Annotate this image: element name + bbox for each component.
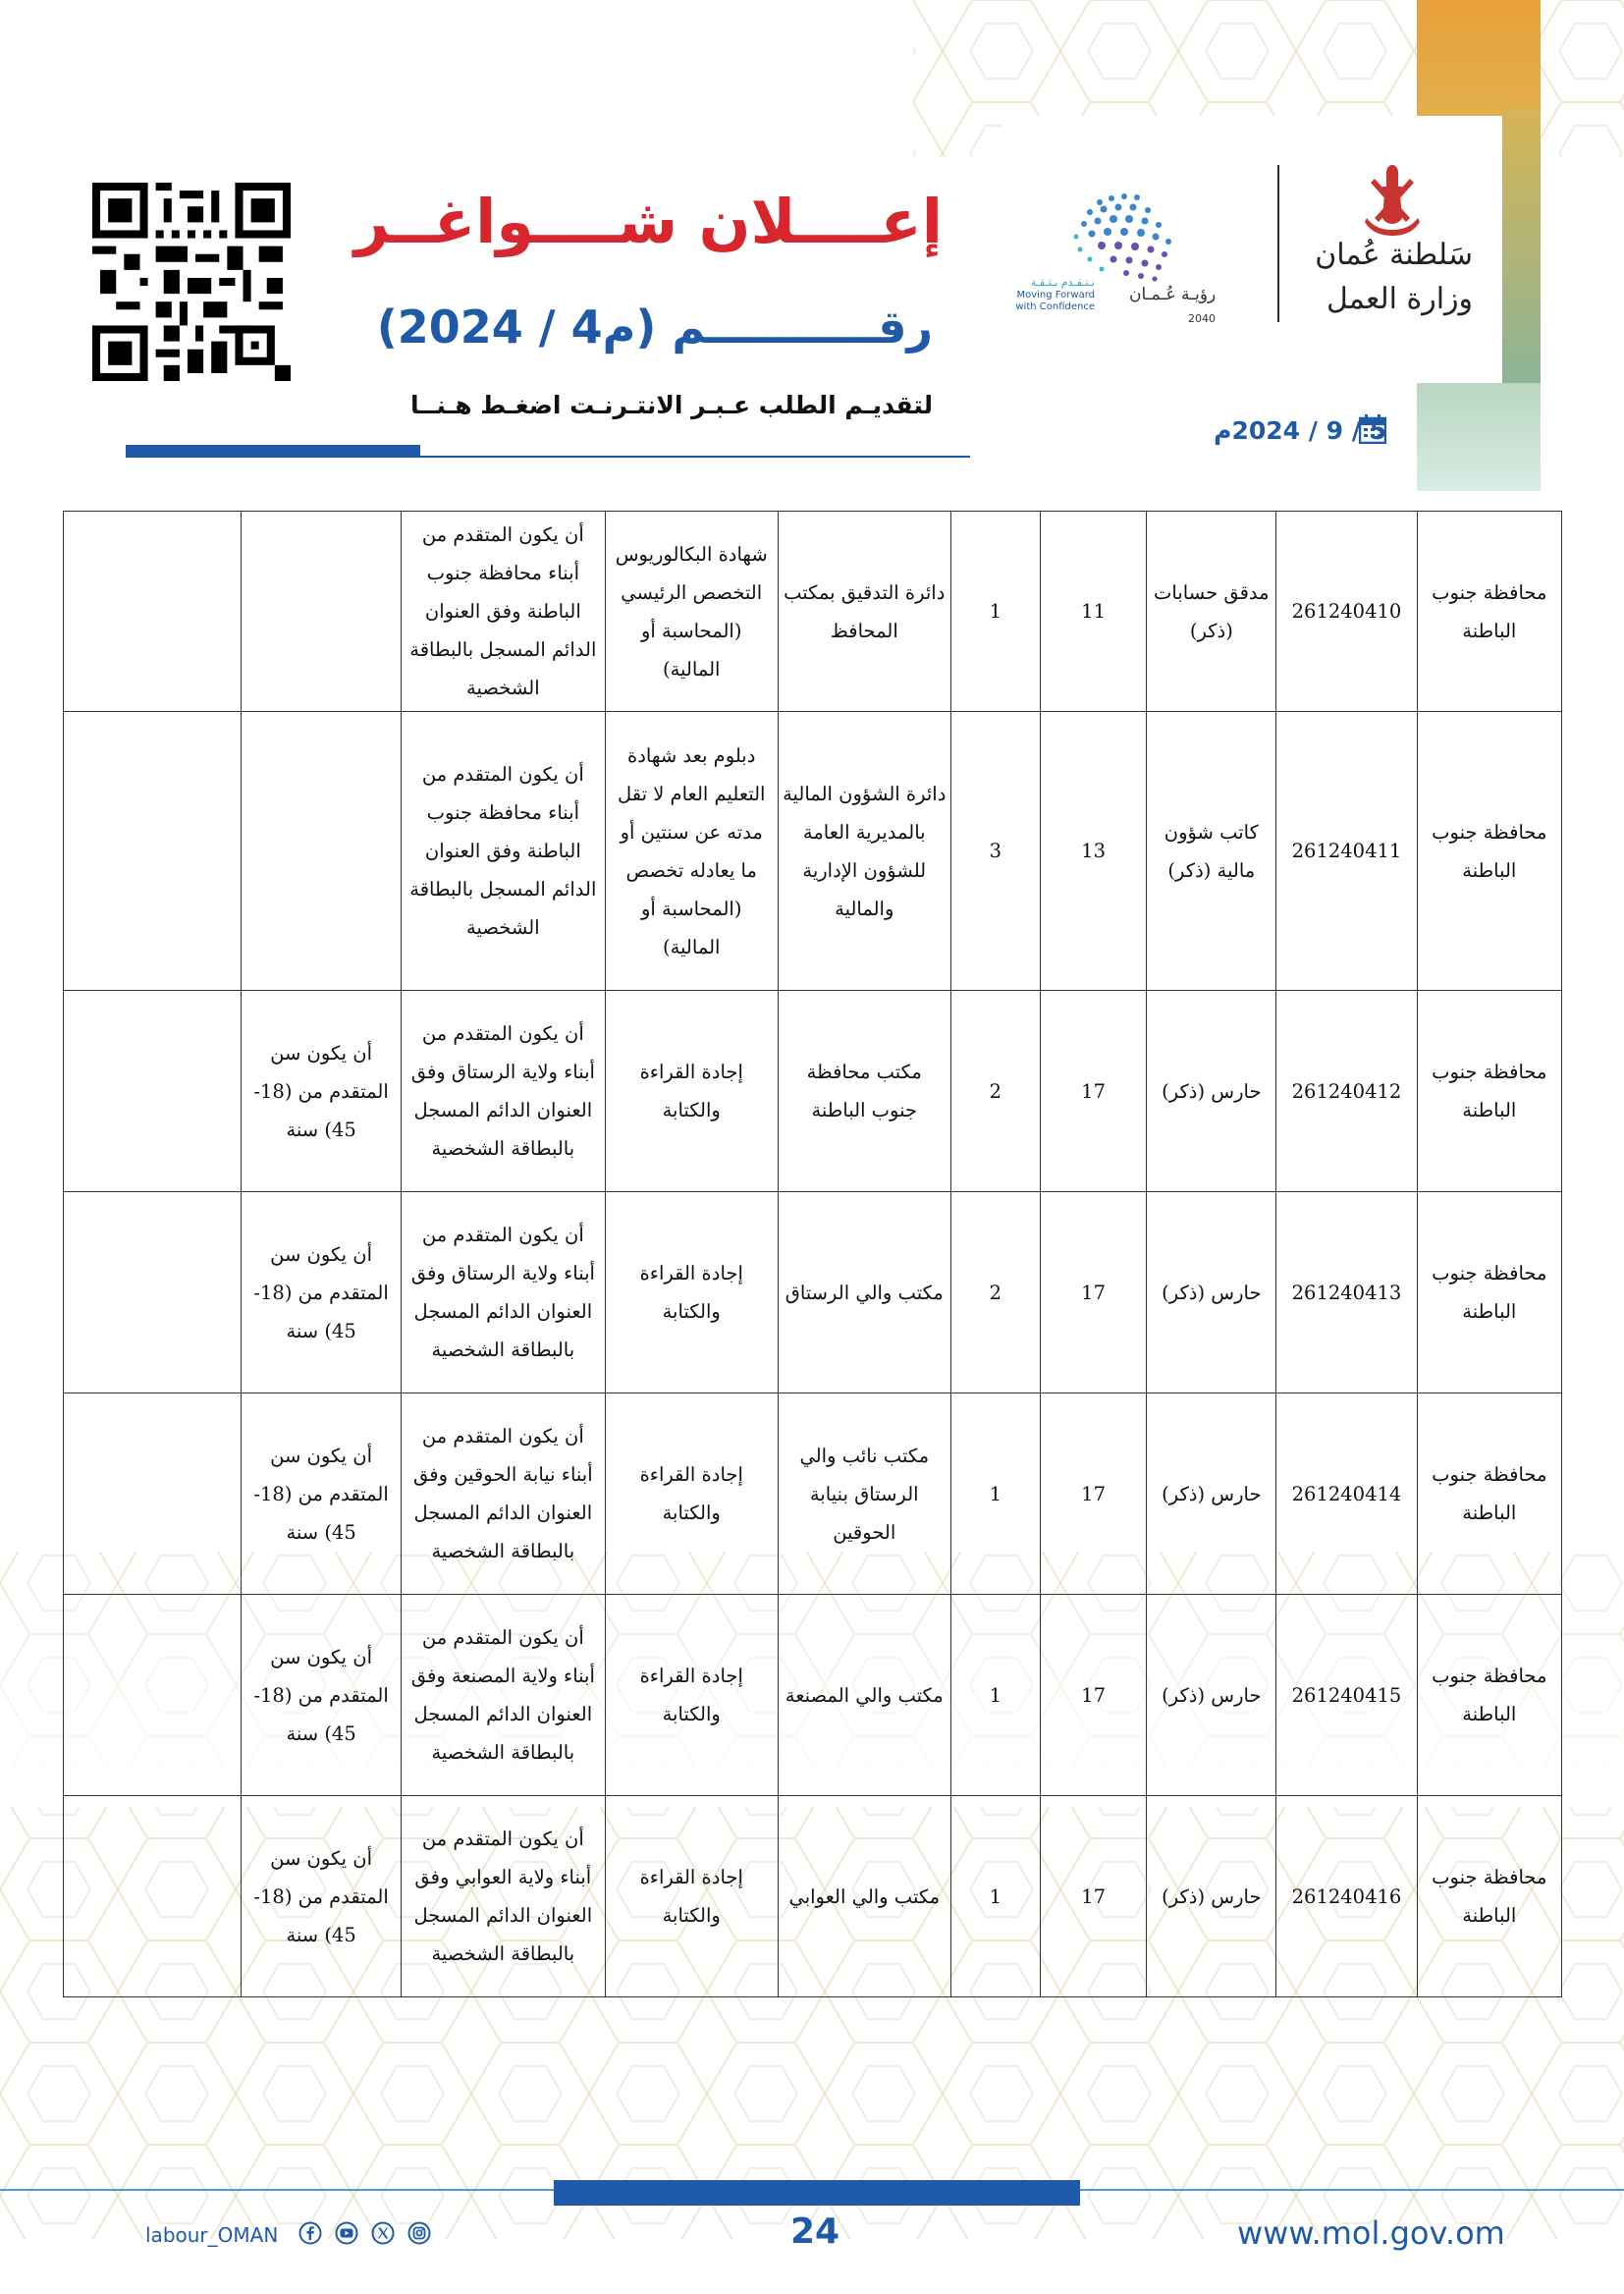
page-number: 24 — [789, 2212, 840, 2252]
age-cell: أن يكون سن المتقدم من (18-45) سنة — [242, 1595, 402, 1796]
condition-cell: أن يكون المتقدم من أبناء ولاية العوابي وفق العنوان الدائم المسجل بالبطاقة الشخصية — [401, 1796, 605, 1997]
vacancies-table — [63, 511, 1562, 1997]
job-title-cell: حارس (ذكر) — [1147, 991, 1276, 1192]
x-twitter-icon[interactable] — [371, 2221, 395, 2245]
other-cell — [64, 1393, 242, 1595]
count-cell: 2 — [950, 991, 1040, 1192]
grade-cell: 17 — [1040, 1796, 1146, 1997]
governorate-cell: محافظة جنوب الباطنة — [1417, 1796, 1561, 1997]
table-row — [64, 991, 1562, 1192]
qualification-cell: إجادة القراءة والكتابة — [605, 1393, 778, 1595]
sultanate-name: سَلطنة عُمان — [1315, 238, 1473, 272]
apply-online-link[interactable]: لتقديـم الطلب عـبـر الانتـرنـت اضغـط هـنــا — [410, 391, 933, 419]
count-cell: 1 — [950, 1393, 1040, 1595]
title-underline-thin — [420, 456, 970, 458]
qualification-cell: دبلوم بعد شهادة التعليم العام لا تقل مدته عن سنتين أو ما يعادله تخصص (المحاسبة أو المالية) — [605, 712, 778, 991]
oman-vision-2040-logo — [982, 183, 1257, 340]
other-cell — [64, 1595, 242, 1796]
grade-cell: 17 — [1040, 1595, 1146, 1796]
entity-cell: مكتب والي العوابي — [778, 1796, 950, 1997]
age-cell — [242, 512, 402, 712]
moving-forward-line1: Moving Forward — [1016, 290, 1095, 300]
job-code-cell: 261240415 — [1276, 1595, 1417, 1796]
age-cell: أن يكون سن المتقدم من (18-45) سنة — [242, 991, 402, 1192]
website-link[interactable]: www.mol.gov.om — [1237, 2214, 1505, 2252]
age-cell: أن يكون سن المتقدم من (18-45) سنة — [242, 1796, 402, 1997]
other-cell — [64, 991, 242, 1192]
social-handle[interactable]: labour_OMAN — [145, 2223, 279, 2247]
job-code-cell: 261240410 — [1276, 512, 1417, 712]
condition-cell: أن يكون المتقدم من أبناء محافظة جنوب الباطنة وفق العنوان الدائم المسجل بالبطاقة الشخصية — [401, 512, 605, 712]
entity-cell: دائرة الشؤون المالية بالمديرية العامة للشؤون الإدارية والمالية — [778, 712, 950, 991]
page-title: إعــــلان شــــواغــر — [353, 186, 943, 257]
moving-forward-arabic: نـتـقـدم بـثـقـة — [1030, 276, 1095, 289]
title-underline-thick — [126, 445, 420, 458]
youtube-icon[interactable] — [335, 2221, 358, 2245]
entity-cell: مكتب محافظة جنوب الباطنة — [778, 991, 950, 1192]
governorate-cell: محافظة جنوب الباطنة — [1417, 1192, 1561, 1393]
qualification-cell: إجادة القراءة والكتابة — [605, 991, 778, 1192]
job-title-cell: حارس (ذكر) — [1147, 1393, 1276, 1595]
job-code-cell: 261240411 — [1276, 712, 1417, 991]
vision-text: رؤيـة عُـمـان — [1129, 285, 1217, 304]
moving-forward-line2: with Confidence — [1015, 301, 1095, 312]
condition-cell: أن يكون المتقدم من أبناء ولاية الرستاق وفق العنوان الدائم المسجل بالبطاقة الشخصية — [401, 991, 605, 1192]
age-cell: أن يكون سن المتقدم من (18-45) سنة — [242, 1192, 402, 1393]
job-title-cell: حارس (ذكر) — [1147, 1595, 1276, 1796]
job-code-cell: 261240414 — [1276, 1393, 1417, 1595]
other-cell — [64, 1192, 242, 1393]
table-row — [64, 712, 1562, 991]
entity-cell: مكتب والي المصنعة — [778, 1595, 950, 1796]
grade-cell: 11 — [1040, 512, 1146, 712]
count-cell: 2 — [950, 1192, 1040, 1393]
grade-cell: 17 — [1040, 1192, 1146, 1393]
condition-cell: أن يكون المتقدم من أبناء ولاية المصنعة وفق العنوان الدائم المسجل بالبطاقة الشخصية — [401, 1595, 605, 1796]
count-cell: 3 — [950, 712, 1040, 991]
job-title-cell: كاتب شؤون مالية (ذكر) — [1147, 712, 1276, 991]
job-title-cell: حارس (ذكر) — [1147, 1796, 1276, 1997]
facebook-icon[interactable] — [298, 2221, 322, 2245]
governorate-cell: محافظة جنوب الباطنة — [1417, 1595, 1561, 1796]
grade-cell: 17 — [1040, 1393, 1146, 1595]
count-cell: 1 — [950, 1796, 1040, 1997]
job-code-cell: 261240416 — [1276, 1796, 1417, 1997]
table-row — [64, 1393, 1562, 1595]
condition-cell: أن يكون المتقدم من أبناء ولاية الرستاق وفق العنوان الدائم المسجل بالبطاقة الشخصية — [401, 1192, 605, 1393]
ministry-name: وزارة العمل — [1326, 282, 1473, 316]
entity-cell: مكتب نائب والي الرستاق بنيابة الحوقين — [778, 1393, 950, 1595]
announcement-number: رقـــــــــــم (م4 / 2024) — [376, 300, 933, 354]
qr-code[interactable] — [92, 183, 291, 381]
age-cell: أن يكون سن المتقدم من (18-45) سنة — [242, 1393, 402, 1595]
qualification-cell: إجادة القراءة والكتابة — [605, 1192, 778, 1393]
vision-year: 2040 — [1188, 312, 1216, 325]
moving-forward-english — [987, 290, 1095, 313]
condition-cell: أن يكون المتقدم من أبناء محافظة جنوب الباطنة وفق العنوان الدائم المسجل بالبطاقة الشخصية — [401, 712, 605, 991]
instagram-icon[interactable] — [407, 2221, 431, 2245]
footer-bar — [554, 2180, 1080, 2206]
job-title-cell: حارس (ذكر) — [1147, 1192, 1276, 1393]
governorate-cell: محافظة جنوب الباطنة — [1417, 991, 1561, 1192]
table-row — [64, 1796, 1562, 1997]
other-cell — [64, 1796, 242, 1997]
table-row — [64, 1192, 1562, 1393]
governorate-cell: محافظة جنوب الباطنة — [1417, 1393, 1561, 1595]
job-code-cell: 261240412 — [1276, 991, 1417, 1192]
table-row — [64, 1595, 1562, 1796]
entity-cell: دائرة التدقيق بمكتب المحافظ — [778, 512, 950, 712]
header — [0, 0, 1624, 491]
announcement-date: 5 / 9 / 2024م — [1214, 416, 1386, 445]
qualification-cell: شهادة البكالوريوس التخصص الرئيسي (المحاسبة أو المالية) — [605, 512, 778, 712]
grade-cell: 17 — [1040, 991, 1146, 1192]
governorate-cell: محافظة جنوب الباطنة — [1417, 712, 1561, 991]
condition-cell: أن يكون المتقدم من أبناء نيابة الحوقين وفق العنوان الدائم المسجل بالبطاقة الشخصية — [401, 1393, 605, 1595]
count-cell: 1 — [950, 1595, 1040, 1796]
count-cell: 1 — [950, 512, 1040, 712]
governorate-cell: محافظة جنوب الباطنة — [1417, 512, 1561, 712]
entity-cell: مكتب والي الرستاق — [778, 1192, 950, 1393]
job-code-cell: 261240413 — [1276, 1192, 1417, 1393]
table-row — [64, 512, 1562, 712]
grade-cell: 13 — [1040, 712, 1146, 991]
job-title-cell: مدقق حسابات (ذكر) — [1147, 512, 1276, 712]
qualification-cell: إجادة القراءة والكتابة — [605, 1796, 778, 1997]
other-cell — [64, 712, 242, 991]
age-cell — [242, 712, 402, 991]
qualification-cell: إجادة القراءة والكتابة — [605, 1595, 778, 1796]
other-cell — [64, 512, 242, 712]
